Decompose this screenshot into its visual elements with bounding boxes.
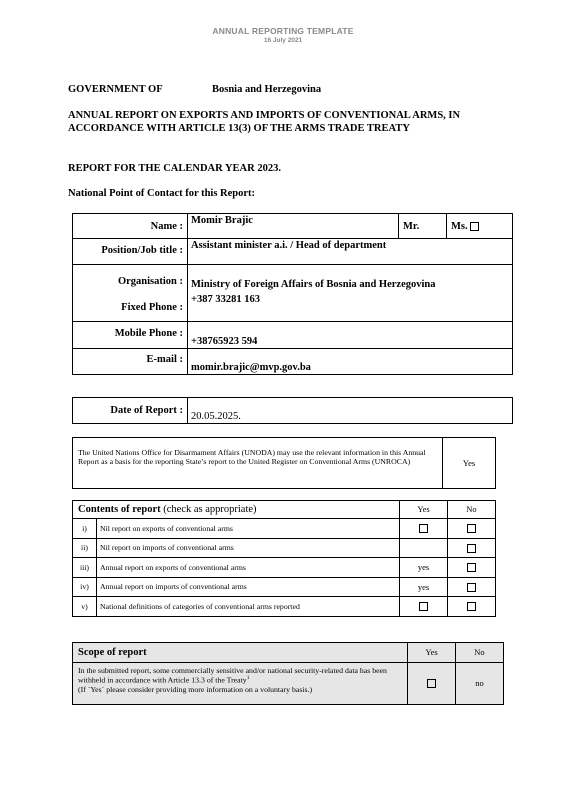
contents-yes-header: Yes [400,501,448,519]
unoda-answer: Yes [443,438,496,489]
scope-yes-header: Yes [408,643,456,663]
contents-row [73,558,496,578]
ms-cell [447,214,513,239]
mobile-phone-label: Mobile Phone : [73,322,188,349]
mr-label: Mr. [399,214,447,239]
contents-row-yes: yes [400,558,448,578]
scope-text-line1: In the submitted report, some commercially sensitive and/or national security-related data has been withheld in accordance with Article 13.3 of the Treaty [78,666,387,685]
contents-row-no [448,538,496,558]
email-label: E-mail : [73,349,188,375]
report-title-line1: ANNUAL REPORT ON EXPORTS AND IMPORTS OF CONVENTIONAL ARMS, IN [68,110,461,121]
org-phone-labels [73,265,188,322]
poc-table [72,213,513,375]
position-value: Assistant minister a.i. / Head of department [188,239,513,265]
contents-heading-rest: (check as appropriate) [160,504,257,515]
contents-row-yes [400,597,448,617]
yes-checkbox[interactable] [419,524,428,533]
report-title-line2: ACCORDANCE WITH ARTICLE 13(3) OF THE ARMS TRADE TREATY [68,123,410,134]
yes-checkbox[interactable] [419,602,428,611]
contents-row-text: Nil report on exports of conventional arms [97,519,400,539]
scope-table [72,642,504,705]
unoda-table [72,437,496,489]
fixed-phone-label: Fixed Phone : [121,302,183,313]
contents-row [73,577,496,597]
government-label: GOVERNMENT OF [68,84,163,95]
no-checkbox[interactable] [467,583,476,592]
scope-no-value: no [456,663,504,705]
organisation-label: Organisation : [117,276,183,287]
fixed-phone-value: +387 33281 163 [191,294,260,305]
no-checkbox[interactable] [467,544,476,553]
contents-row-num: ii) [73,538,97,558]
contents-row-yes [400,538,448,558]
contents-row-text: Annual report on exports of conventional arms [97,558,400,578]
name-label: Name : [73,214,188,239]
calendar-year: REPORT FOR THE CALENDAR YEAR 2023. [68,163,281,174]
contents-row-text: Annual report on imports of conventional arms [97,577,400,597]
contents-row-no [448,577,496,597]
contents-row-num: v) [73,597,97,617]
position-label: Position/Job title : [73,239,188,265]
template-title: ANNUAL REPORTING TEMPLATE [212,26,354,36]
no-checkbox[interactable] [467,524,476,533]
scope-text [73,663,408,705]
contents-row [73,519,496,539]
scope-yes-cell [408,663,456,705]
contents-row-num: i) [73,519,97,539]
contents-row [73,538,496,558]
contents-row-yes [400,519,448,539]
contents-table [72,500,496,617]
scope-heading: Scope of report [73,643,408,663]
scope-text-line2: (If `Yes` please consider providing more information on a voluntary basis.) [78,685,313,695]
scope-footnote-mark: 1 [246,675,250,682]
org-phone-values [188,265,513,322]
date-value: 20.05.2025. [188,398,513,424]
contents-row-num: iv) [73,577,97,597]
ms-label: Ms. [451,220,468,232]
poc-heading: National Point of Contact for this Report: [68,188,256,199]
scope-yes-checkbox[interactable] [427,679,436,688]
date-label: Date of Report : [73,398,188,424]
ms-checkbox[interactable] [470,222,479,231]
contents-row [73,597,496,617]
contents-row-text: National definitions of categories of conventional arms reported [97,597,400,617]
email-value: momir.brajic@mvp.gov.ba [188,349,513,375]
contents-row-num: iii) [73,558,97,578]
template-date: 16 July 2021 [263,37,303,44]
scope-no-header: No [456,643,504,663]
date-table [72,397,513,424]
contents-row-no [448,597,496,617]
contents-no-header: No [448,501,496,519]
government-value: Bosnia and Herzegovina [212,84,322,95]
no-checkbox[interactable] [467,563,476,572]
contents-row-text: Nil report on imports of conventional arms [97,538,400,558]
contents-row-no [448,558,496,578]
contents-heading [73,501,400,519]
contents-row-no [448,519,496,539]
contents-heading-bold: Contents of report [78,504,161,515]
unoda-text: The United Nations Office for Disarmament Affairs (UNODA) may use the relevant information in this Annual Report as a basis for the reporting State’s report to the United Register on Conventional Arms (UNROCA) [73,438,443,489]
contents-row-yes: yes [400,577,448,597]
name-value: Momir Brajic [188,214,399,239]
no-checkbox[interactable] [467,602,476,611]
mobile-phone-value: +38765923 594 [188,322,513,349]
organisation-value: Ministry of Foreign Affairs of Bosnia and Herzegovina [191,279,436,290]
